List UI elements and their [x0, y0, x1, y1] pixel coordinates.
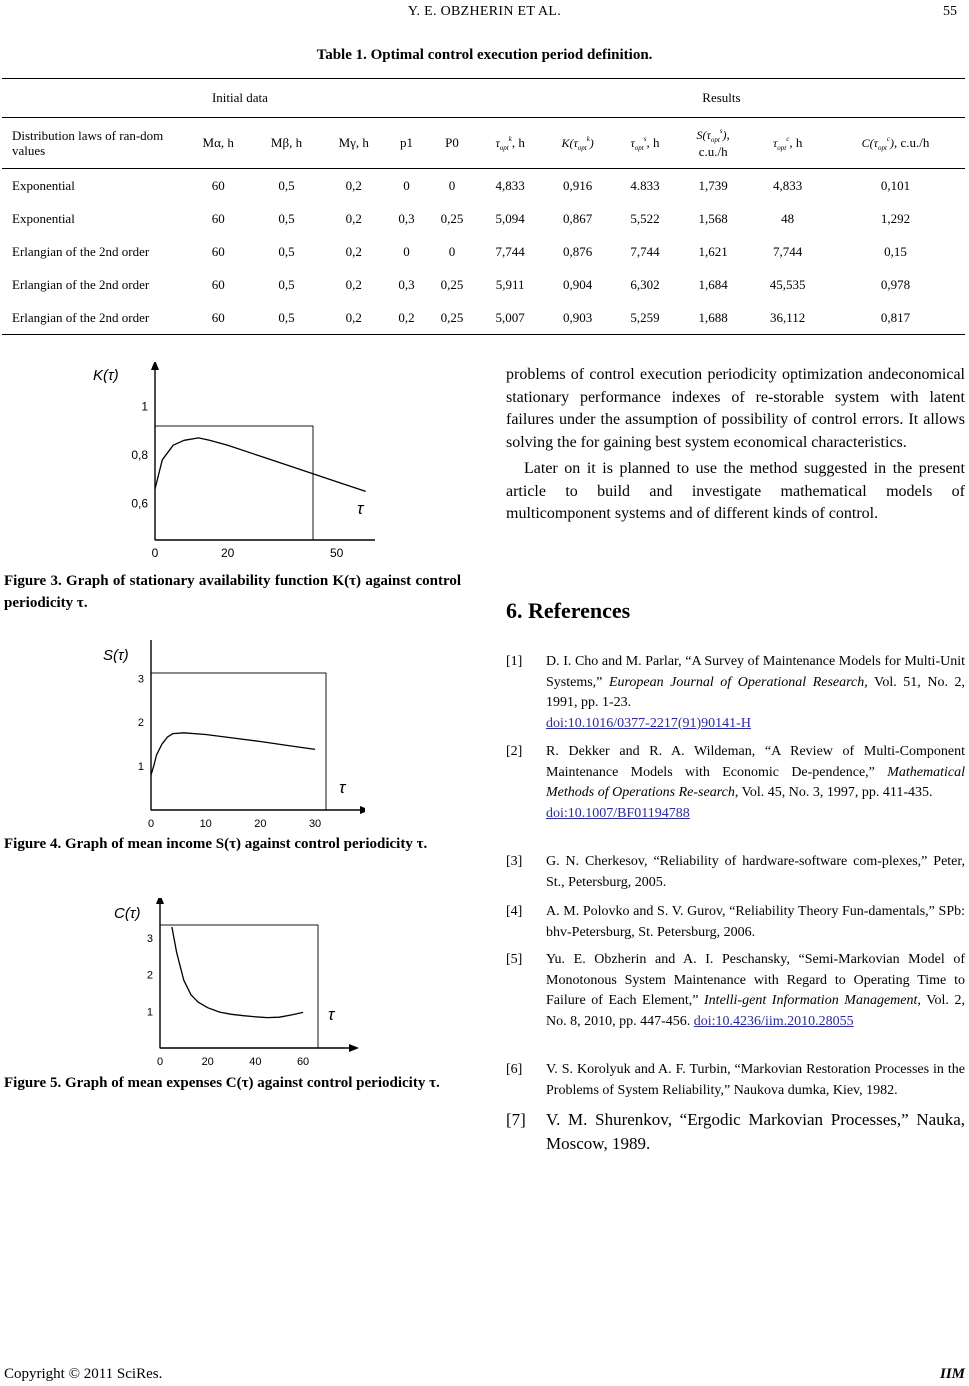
reference-number: [3] [506, 854, 523, 869]
table-cell: 1,688 [677, 301, 749, 335]
table-cell: 0,5 [278, 177, 295, 193]
x-tick-label: 0 [151, 546, 159, 560]
table-cell: 0,903 [542, 301, 612, 335]
table-cell: 60 [211, 243, 225, 259]
reference-number: [2] [506, 744, 523, 759]
table-cell: 0,15 [884, 243, 907, 259]
reference-ital: European Journal of Operational Research, [608, 674, 868, 690]
figure-5-expenses-chart [108, 898, 370, 1066]
reference-text [546, 902, 965, 943]
conclusion-text [506, 364, 965, 526]
table-cell: 4.833 [630, 177, 660, 193]
reference-text [546, 950, 965, 1032]
references-heading: 6. References [506, 598, 631, 623]
x-axis-label: τ [357, 499, 364, 518]
table-cell: 0,3 [398, 276, 415, 292]
table-cell: 5,522 [630, 210, 660, 226]
figure-3-caption: Figure 3. Graph of stationary availability function K(τ) against control periodicity τ. [4, 573, 461, 611]
reference-number: [5] [506, 952, 523, 967]
reference-pre: G. N. Cherkesov, “Reliability of hardware-software com-plexes,” Peter, St., Petersburg, 2005. [546, 854, 965, 890]
table-cell: 0,2 [345, 210, 362, 226]
reference-text [546, 652, 965, 734]
paragraph-2: Later on it is planned to use the method suggested in the present article to build and investigate mathematical models of multicomponent systems and of different kinds of control. [506, 460, 965, 522]
reference-number: [7] [506, 1110, 526, 1129]
reference-item [506, 1108, 965, 1156]
table-cell: 60 [211, 177, 225, 193]
reference-pre: R. Dekker and R. A. Wildeman, “A Review of Multi-Component Maintenance Models with Economic De-pendence,” [546, 744, 965, 780]
table-cell: 1,568 [698, 210, 728, 226]
x-axis-arrow [360, 806, 365, 814]
table-cell: Erlangian of the 2nd order [2, 301, 184, 335]
table-cell: 0,2 [345, 276, 362, 292]
table-cell: 48 [781, 210, 795, 226]
table-cell: 60 [211, 210, 225, 226]
reference-item [506, 652, 965, 734]
table-cell: 1,292 [880, 210, 911, 226]
table-body [2, 169, 965, 335]
table-cell: 0,2 [345, 177, 362, 193]
table-cell: 7,744 [630, 243, 660, 259]
figure-5-caption: Figure 5. Graph of mean expenses C(τ) against control periodicity τ. [4, 1075, 440, 1091]
table-cell: 0,2 [321, 301, 387, 335]
table-cell: 0,25 [440, 210, 464, 226]
page-number: 55 [943, 4, 957, 19]
x-tick-label: 30 [308, 818, 322, 830]
reference-text [546, 1060, 965, 1101]
table-cell: 0,5 [278, 243, 295, 259]
table-cell: 0,5 [278, 210, 295, 226]
series-line [151, 733, 315, 775]
table-cell: 5,007 [478, 301, 543, 335]
reference-pre: A. M. Polovko and S. V. Gurov, “Reliability Theory Fun-damentals,” SPb: bhv-Petersburg, St. Petersburg, 2006. [546, 904, 965, 940]
table-cell: Erlangian of the 2nd order [12, 276, 150, 292]
table-row [2, 235, 965, 268]
table-cell: 45,535 [769, 276, 806, 292]
table-cell: 60 [211, 276, 225, 292]
table-cell: 1,684 [698, 276, 728, 292]
table-cell: 0,3 [398, 210, 415, 226]
col-p0: P0 [426, 118, 478, 169]
col-tau-c-unit: , h [789, 134, 803, 150]
table-cell: 0,867 [562, 210, 593, 226]
reference-ital: Mathematical Methods of Operations Re-search [546, 764, 965, 800]
reference-item [506, 1060, 965, 1101]
reference-post: , Vol. 2, No. 8, 2010, pp. 447-456. [546, 993, 965, 1029]
figure-3-availability-chart [85, 362, 375, 562]
table-cell: Erlangian of the 2nd order [12, 243, 150, 259]
table-cell: 0,876 [562, 243, 593, 259]
x-tick-label: 0 [156, 1056, 164, 1066]
copyright: Copyright © 2011 SciRes. [4, 1366, 163, 1382]
table-cell: 5,094 [495, 210, 525, 226]
table-group-header-row [2, 79, 965, 118]
y-tick-label: 1 [146, 1006, 153, 1019]
table-cell: 5,911 [495, 276, 525, 292]
reference-post: , Vol. 45, No. 3, 1997, pp. 411-435. [734, 785, 933, 800]
reference-item [506, 950, 965, 1032]
table-row [2, 301, 965, 335]
col-tau-k-opt: $\tau_{opt}^k$, h [478, 118, 543, 169]
table-cell: 7,744 [773, 243, 803, 259]
x-axis-label: τ [339, 778, 346, 797]
y-axis-arrow [156, 898, 164, 904]
y-axis-arrow [151, 362, 159, 370]
table-cell: 0 [448, 177, 456, 193]
table-cell: 60 [184, 301, 252, 335]
col-tau-s-unit: , h [646, 134, 660, 150]
table-cell: 0,5 [252, 301, 320, 335]
table-row [2, 169, 965, 203]
series-line [172, 927, 303, 1018]
table-cell: 6,302 [630, 276, 660, 292]
table-column-header-row [2, 118, 965, 169]
x-tick-label: 50 [329, 546, 344, 560]
plot-frame [160, 925, 318, 1048]
col-mb: Mβ, h [252, 118, 320, 169]
y-tick-label: 1 [137, 761, 144, 774]
paragraph-1: problems of control execution periodicity optimization andeconomical stationary performance indexes of re-storable system with latent failures under the assumption of possibility of control errors. It allows solving the for gaining best system economical characteristics. [506, 366, 965, 451]
col-tau-s-opt: $\tau_{opt}^s$, h [613, 118, 677, 169]
y-axis-label: C(τ) [114, 905, 141, 922]
table-cell: 0,25 [440, 276, 464, 292]
x-tick-label: 20 [201, 1056, 214, 1066]
x-tick-label: 10 [199, 818, 212, 830]
table-cell: 0 [448, 243, 456, 259]
table-row [2, 268, 965, 301]
table-cell: Exponential [12, 210, 75, 226]
table-cell: 0,5 [278, 276, 295, 292]
table-cell: 0 [403, 177, 410, 193]
reference-ital: Intelli-gent Information Management [704, 993, 918, 1008]
y-tick-label: 2 [137, 717, 144, 730]
col-tau-k-unit: , h [511, 134, 525, 150]
y-tick-label: 3 [146, 933, 153, 945]
table-cell: 0,25 [426, 301, 478, 335]
x-tick-label: 20 [220, 546, 235, 560]
reference-pre: V. S. Korolyuk and A. F. Turbin, “Markovian Restoration Processes in the Problems of System Reliability,” Naukova dumka, Kiev, 1982. [546, 1062, 965, 1098]
table-cell: 1,621 [698, 243, 728, 259]
reference-item [506, 742, 965, 824]
x-tick-label: 60 [296, 1056, 310, 1066]
table-cell: 7,744 [495, 243, 525, 259]
y-tick-label: 0,6 [131, 496, 148, 511]
col-c-tau-opt: $C(\tau_{opt}^c)$, c.u./h [826, 118, 965, 169]
x-tick-label: 40 [249, 1056, 262, 1066]
y-tick-label: 1 [141, 399, 148, 414]
table-cell: 36,112 [749, 301, 826, 335]
doi-link[interactable]: doi:10.1007/BF01194788 [546, 805, 690, 821]
reference-text [546, 742, 965, 824]
table-row [2, 202, 965, 235]
running-header: Y. E. OBZHERIN ET AL. [407, 4, 562, 19]
results-table [2, 78, 965, 335]
doi-link[interactable]: doi:10.4236/iim.2010.28055 [693, 1013, 854, 1029]
table-cell: 5,259 [613, 301, 677, 335]
col-k-tau-opt: $K(\tau_{opt}^k)$ [542, 118, 612, 169]
group-results: Results [478, 79, 965, 118]
group-initial-data: Initial data [2, 79, 478, 118]
table-cell: Exponential [12, 177, 75, 193]
reference-post: Vol. 51, No. 2, 1991, pp. 1-23. [546, 674, 965, 710]
reference-item [506, 852, 965, 893]
reference-number: [1] [506, 654, 523, 669]
col-distribution-law: Distribution laws of ran-dom values [2, 118, 184, 169]
table-cell: 1,739 [698, 177, 728, 193]
figure-4-income-chart [95, 640, 365, 835]
table-cell: 0,2 [387, 301, 426, 335]
table-cell: 0,904 [562, 276, 593, 292]
plot-frame [151, 673, 326, 810]
table-cell: 4,833 [495, 177, 525, 193]
reference-pre: D. I. Cho and M. Parlar, “A Survey of Maintenance Models for Multi-Unit Systems,” [546, 654, 965, 690]
col-c-unit: , c.u./h [894, 134, 930, 150]
x-axis-label: τ [328, 1005, 335, 1024]
y-tick-label: 2 [146, 969, 153, 982]
reference-number: [6] [506, 1062, 523, 1077]
table-cell: 0 [403, 243, 410, 259]
table-cell: 0,101 [880, 177, 911, 193]
doi-link[interactable]: doi:10.1016/0377-2217(91)90141-H [546, 715, 751, 731]
journal-abbrev: IIM [939, 1366, 965, 1382]
reference-number: [4] [506, 904, 523, 919]
reference-pre: Yu. E. Obzherin and A. I. Peschansky, “Semi-Markovian Model of Monotonous System Maintenance with Regard to Operating Time to Failure of Each Element,” [546, 952, 965, 1008]
y-axis-label: K(τ) [93, 367, 119, 384]
table-cell: 0,2 [345, 243, 362, 259]
col-ma: Mα, h [184, 118, 252, 169]
table-cell: 4,833 [773, 177, 803, 193]
col-p1: p1 [387, 118, 426, 169]
figure-4-caption: Figure 4. Graph of mean income S(τ) against control periodicity τ. [4, 836, 428, 852]
table-cell: 0,916 [562, 177, 593, 193]
x-tick-label: 20 [254, 818, 267, 830]
series-line [155, 438, 366, 492]
reference-text [546, 1108, 965, 1156]
col-tau-c-opt: $\tau_{opt}^c$, h [749, 118, 826, 169]
x-axis-arrow [349, 1044, 359, 1052]
y-tick-label: 3 [137, 673, 144, 686]
table-caption: Table 1. Optimal control execution period definition. [316, 47, 653, 63]
table-cell: 0,978 [880, 276, 911, 292]
reference-pre: V. M. Shurenkov, “Ergodic Markovian Processes,” Nauka, Moscow, 1989. [546, 1110, 965, 1153]
reference-item [506, 902, 965, 943]
reference-text [546, 852, 965, 893]
x-tick-label: 0 [147, 818, 155, 830]
table-cell: 0,817 [826, 301, 965, 335]
y-tick-label: 0,8 [131, 447, 148, 462]
col-s-tau-opt: $S(\tau_{opt}^s)$, c.u./h [677, 118, 749, 169]
col-mg: Mγ, h [321, 118, 387, 169]
col-s-unit: c.u./h [698, 143, 728, 159]
y-axis-label: S(τ) [103, 647, 129, 664]
